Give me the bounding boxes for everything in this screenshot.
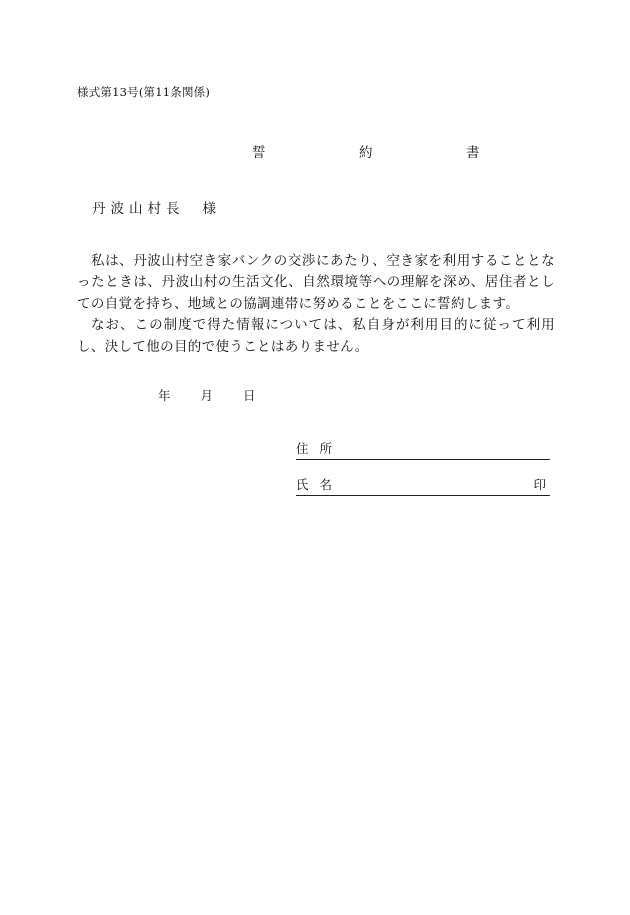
name-field[interactable] [296, 477, 550, 496]
pledge-paragraph-2: なお、この制度で得た情報については、私自身が利用目的に従って利用し、決して他の目的で使うことはありません。 [77, 317, 555, 355]
form-number: 様式第13号(第11条関係) [77, 85, 211, 99]
document-title: 誓 約 書 [252, 145, 520, 161]
address-field[interactable] [296, 441, 550, 460]
seal-mark: 印 [533, 477, 546, 492]
pledge-paragraph-1: 私は、丹波山村空き家バンクの交渉にあたり、空き家を利用することとなったときは、丹波山村の生活文化、自然環境等への理解を深め、居住者としての自覚を持ち、地域との協調連帯に努めることをここに誓約します。 [77, 253, 555, 312]
date-line [158, 386, 256, 404]
addressee [92, 197, 216, 217]
addressee-honorific: 様 [202, 201, 216, 217]
name-label: 氏名 [296, 477, 344, 492]
addressee-name: 丹波山村長 [92, 201, 185, 217]
date-month-label: 月 [200, 388, 214, 403]
date-day-label: 日 [243, 388, 256, 403]
address-label: 住所 [296, 441, 344, 456]
pledge-body [77, 251, 555, 358]
date-year-label: 年 [158, 388, 171, 403]
